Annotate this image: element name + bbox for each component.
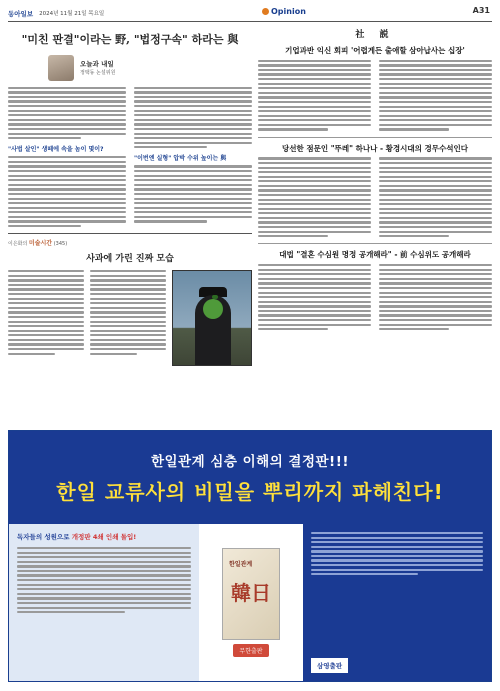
art-text-left — [8, 270, 84, 366]
editorial-headline-2: 당선한 점문인 "뚜레" 하나나 - 황경시대의 경무수석인다 — [282, 143, 468, 153]
book-tag: 무한출판 — [233, 644, 268, 657]
editorial-section-title: 社 説 — [355, 30, 395, 40]
art-painting — [172, 270, 252, 366]
column-subhead-2: "이번엔 실형" 압박 수위 높이는 與 — [134, 155, 227, 163]
editorial-headline-3: 대법 "결혼 수심원 명정 공개해라" - 前 수심위도 공개해라 — [279, 250, 471, 260]
issue-date: 2024년 11월 21일 목요일 — [39, 11, 105, 17]
ad-title-1: 한일관계 심층 이해의 결정판!!! — [150, 454, 350, 470]
ad-title-2: 한일 교류사의 비밀을 뿌리까지 파헤친다! — [56, 480, 444, 504]
book-title: 한일관계 — [229, 561, 253, 568]
column-body-right — [134, 87, 252, 227]
editorial-headline-1: 기업과반 익신 회피 '어렵게든 출애할 삼아납사는 십장' — [285, 46, 465, 55]
art-text-mid — [90, 270, 166, 366]
column-body-left — [8, 87, 126, 227]
left-column — [8, 25, 252, 366]
book-advertisement — [8, 430, 492, 682]
author-role: 정택동 논설위원 — [80, 69, 116, 76]
editorial-column — [258, 25, 492, 330]
ad-info — [303, 524, 491, 681]
art-column-label: 이은화의 미술시간 (345) — [8, 240, 68, 248]
art-column — [8, 233, 252, 366]
publisher-logo: 삼영출판 — [311, 658, 348, 673]
column-headline: "미친 판결"이라는 野, "법정구속" 하라는 與 — [21, 33, 239, 46]
column-series-name: 오늘과 내일 — [80, 59, 114, 68]
byline — [48, 55, 252, 81]
masthead — [8, 6, 492, 20]
column-body — [8, 87, 252, 227]
book-cover-chars: 韓日 — [231, 581, 271, 605]
ad-banner — [9, 431, 491, 524]
page-number: A31 — [472, 6, 490, 15]
header-rule — [8, 21, 492, 22]
art-headline: 사과에 가린 진짜 모습 — [86, 254, 174, 265]
column-subhead-1: "사법 살인" 생떼에 속을 놈이 몇이? — [8, 146, 104, 154]
opinion-circle-icon — [262, 8, 269, 15]
section-tag: Opinion — [262, 7, 306, 16]
newspaper-logo: 동아일보 — [8, 9, 34, 18]
leaf-shape — [212, 295, 218, 299]
ad-description — [9, 524, 199, 681]
ad-lead: 독자들의 성원으로 개정판 4쇄 인쇄 돌입! — [17, 533, 137, 541]
author-avatar — [48, 55, 74, 81]
ad-book-cover — [199, 524, 303, 681]
